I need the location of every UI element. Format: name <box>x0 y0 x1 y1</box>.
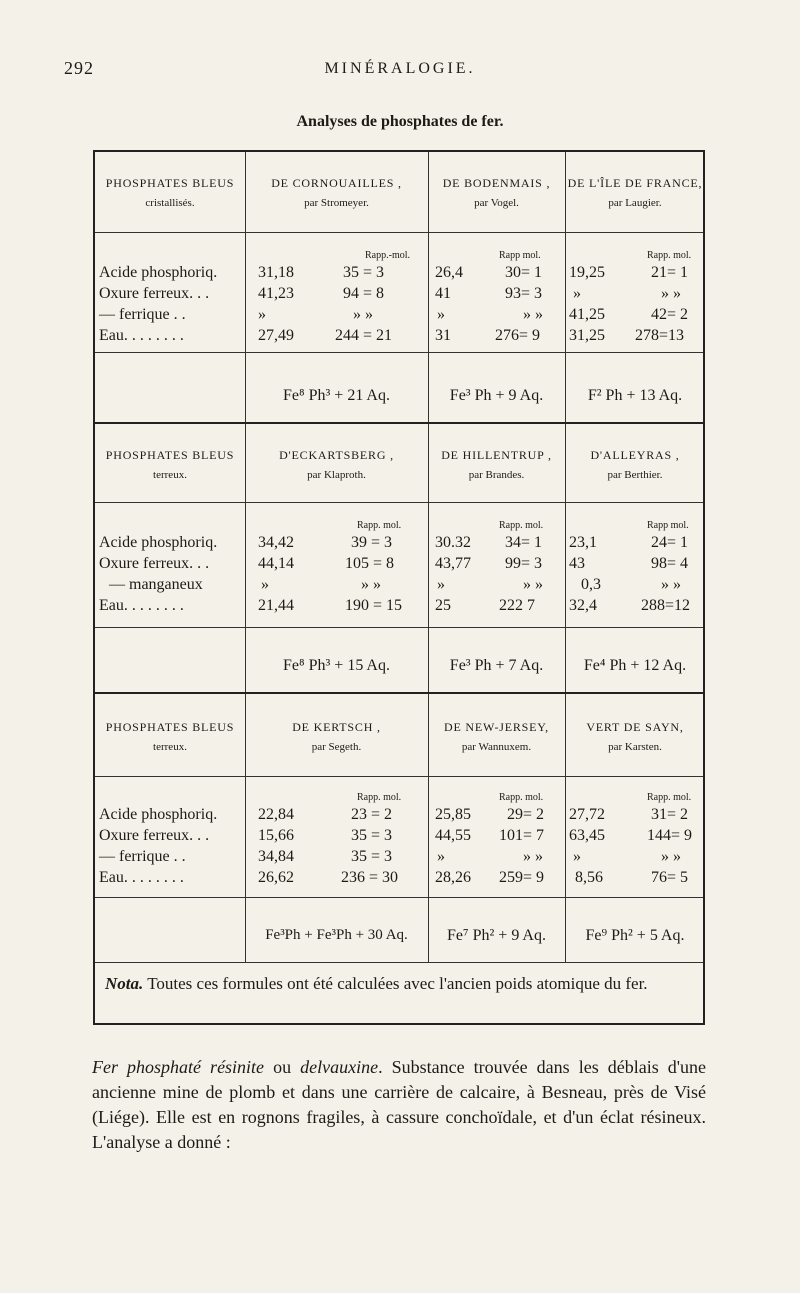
rapp-mol-label: Rapp mol. <box>647 520 689 531</box>
ratio: » » <box>353 306 373 323</box>
ratio: 35 = 3 <box>351 827 393 844</box>
section-label: PHOSPHATES BLEUS terreux. <box>105 720 235 753</box>
section-earthy-2 <box>95 692 703 962</box>
formula: Fe⁹ Ph² + 5 Aq. <box>585 927 685 944</box>
formula: Fe⁸ Ph³ + 21 Aq. <box>283 387 390 404</box>
table-caption: Analyses de phosphates de fer. <box>296 113 504 130</box>
analysis-header: DE KERTSCH , par Segeth. <box>292 720 381 753</box>
rapp-mol-label: Rapp. mol. <box>647 250 692 261</box>
ratio: » » <box>661 848 681 865</box>
ratio: 144= 9 <box>647 827 693 844</box>
running-head: MINÉRALOGIE. <box>324 60 476 77</box>
section-crystallised <box>95 152 703 422</box>
ratio: 29= 2 <box>507 806 545 823</box>
ratio: 24= 1 <box>651 534 689 551</box>
ratio: » » <box>661 285 681 302</box>
value: 43 <box>569 555 585 572</box>
formula: Fe³ Ph + 7 Aq. <box>449 657 544 674</box>
section-divider <box>95 962 703 963</box>
row-divider <box>95 352 703 353</box>
ratio: 101= 7 <box>499 827 545 844</box>
ratio: 21= 1 <box>651 264 689 281</box>
ratio: 35 = 3 <box>351 848 393 865</box>
value: 31,25 <box>569 327 605 344</box>
value: 41,23 <box>258 285 294 302</box>
value: 28,26 <box>435 869 471 886</box>
rapp-mol-label: Rapp. mol. <box>499 792 544 803</box>
value: 63,45 <box>569 827 605 844</box>
rapp-mol-label: Rapp. mol. <box>647 792 692 803</box>
ratio: » » <box>523 576 543 593</box>
rapp-mol-label: Rapp. mol. <box>357 792 402 803</box>
ratio: 42= 2 <box>651 306 689 323</box>
ratio: 93= 3 <box>505 285 543 302</box>
row-label: — ferrique . . <box>99 306 186 323</box>
ratio: 288=12 <box>641 597 691 614</box>
ratio: » » <box>361 576 381 593</box>
value: 43,77 <box>435 555 471 572</box>
value: 31,18 <box>258 264 294 281</box>
row-divider <box>95 502 703 503</box>
page-number: 292 <box>64 58 94 78</box>
value: 31 <box>435 327 451 344</box>
row-label: Acide phosphoriq. <box>99 806 218 823</box>
formula: Fe⁸ Ph³ + 15 Aq. <box>283 657 390 674</box>
formula: F² Ph + 13 Aq. <box>587 387 683 404</box>
analysis-header: DE NEW-JERSEY, par Wannuxem. <box>444 720 549 753</box>
row-label: Oxure ferreux. . . <box>99 555 210 572</box>
ratio: 98= 4 <box>651 555 689 572</box>
value: 44,55 <box>435 827 471 844</box>
value: 41 <box>435 285 451 302</box>
row-label: — ferrique . . <box>99 848 186 865</box>
ratio: 94 = 8 <box>343 285 385 302</box>
analysis-header: DE L'ÎLE DE FRANCE, par Laugier. <box>567 176 703 209</box>
value: 8,56 <box>575 869 603 886</box>
mineral-synonym: delvauxine <box>300 1057 379 1077</box>
row-label: Acide phosphoriq. <box>99 534 218 551</box>
row-label: Oxure ferreux. . . <box>99 827 210 844</box>
section-label: PHOSPHATES BLEUS cristallisés. <box>105 176 235 209</box>
row-divider <box>95 232 703 233</box>
paragraph-text: . Substance trouvée dans les déblais d'une ancienne mine de plomb et dans une carrière de calcaire, à Besneau, près de Visé (Liége). Elle est en rognons fragiles, à cassure conchoïdale, et d'un éclat résineux. L'analyse a donné : <box>92 1057 706 1152</box>
value: 26,4 <box>435 264 463 281</box>
value: 22,84 <box>258 806 294 823</box>
row-label: Eau. . . . . . . . <box>99 327 184 344</box>
value: 15,66 <box>258 827 294 844</box>
value: » <box>437 848 445 865</box>
value: 30.32 <box>435 534 471 551</box>
ratio: 259= 9 <box>499 869 545 886</box>
value: 27,49 <box>258 327 294 344</box>
ratio: 34= 1 <box>505 534 543 551</box>
value: 25,85 <box>435 806 471 823</box>
section-earthy <box>95 422 703 692</box>
rapp-mol-label: Rapp. mol. <box>357 520 402 531</box>
ratio: 276= 9 <box>495 327 541 344</box>
ratio: 190 = 15 <box>345 597 403 614</box>
analysis-header: D'ALLEYRAS , par Berthier. <box>590 448 680 481</box>
row-label: Eau. . . . . . . . <box>99 597 184 614</box>
analysis-header: DE BODENMAIS , par Vogel. <box>442 176 551 209</box>
ratio: 23 = 2 <box>351 806 393 823</box>
value: 23,1 <box>569 534 597 551</box>
row-label: Oxure ferreux. . . <box>99 285 210 302</box>
value: 21,44 <box>258 597 294 614</box>
body-paragraph <box>92 1055 706 1155</box>
analysis-header: D'ECKARTSBERG , par Klaproth. <box>279 448 394 481</box>
mineral-name: Fer phosphaté résinite <box>92 1057 265 1077</box>
value: 44,14 <box>258 555 294 572</box>
ratio: 35 = 3 <box>343 264 385 281</box>
value: » <box>437 306 445 323</box>
analysis-header: DE HILLENTRUP , par Brandes. <box>441 448 552 481</box>
row-divider <box>95 627 703 628</box>
table-note <box>105 972 695 996</box>
ratio: 31= 2 <box>651 806 689 823</box>
phosphate-analyses-table <box>93 150 705 1025</box>
value: » <box>573 285 581 302</box>
value: 27,72 <box>569 806 605 823</box>
value: 0,3 <box>581 576 601 593</box>
ratio: 222 7 <box>499 597 535 614</box>
formula: Fe⁴ Ph + 12 Aq. <box>583 657 687 674</box>
ratio: » » <box>661 576 681 593</box>
rapp-mol-label: Rapp mol. <box>499 250 541 261</box>
analysis-header: VERT DE SAYN, par Karsten. <box>586 720 684 753</box>
ratio: 105 = 8 <box>345 555 395 572</box>
analysis-header: DE CORNOUAILLES , par Stromeyer. <box>271 176 402 209</box>
formula: Fe³ Ph + 9 Aq. <box>449 387 544 404</box>
value: 41,25 <box>569 306 605 323</box>
row-label: — manganeux <box>109 576 203 593</box>
rapp-mol-label: Rapp. mol. <box>499 520 544 531</box>
connector-text: ou <box>264 1057 301 1077</box>
section-label: PHOSPHATES BLEUS terreux. <box>105 448 235 481</box>
ratio: 30= 1 <box>505 264 543 281</box>
row-divider <box>95 897 703 898</box>
formula: Fe³Ph + Fe³Ph + 30 Aq. <box>265 927 408 943</box>
ratio: 99= 3 <box>505 555 543 572</box>
row-divider <box>95 776 703 777</box>
value: » <box>437 576 445 593</box>
formula: Fe⁷ Ph² + 9 Aq. <box>447 927 546 944</box>
value: 19,25 <box>569 264 605 281</box>
nota-text: Toutes ces formules ont été calculées avec l'ancien poids atomique du fer. <box>147 974 648 993</box>
value: » <box>258 306 266 323</box>
value: 34,84 <box>258 848 294 865</box>
ratio: 39 = 3 <box>351 534 393 551</box>
value: » <box>261 576 269 593</box>
ratio: 76= 5 <box>651 869 689 886</box>
row-label: Acide phosphoriq. <box>99 264 218 281</box>
value: 34,42 <box>258 534 294 551</box>
ratio: » » <box>523 848 543 865</box>
ratio: » » <box>523 306 543 323</box>
value: 26,62 <box>258 869 294 886</box>
value: 32,4 <box>569 597 597 614</box>
ratio: 236 = 30 <box>341 869 399 886</box>
ratio: 244 = 21 <box>335 327 393 344</box>
ratio: 278=13 <box>635 327 685 344</box>
rapp-mol-label: Rapp.-mol. <box>365 250 410 261</box>
nota-label: Nota. <box>105 974 144 993</box>
value: » <box>573 848 581 865</box>
row-label: Eau. . . . . . . . <box>99 869 184 886</box>
value: 25 <box>435 597 451 614</box>
